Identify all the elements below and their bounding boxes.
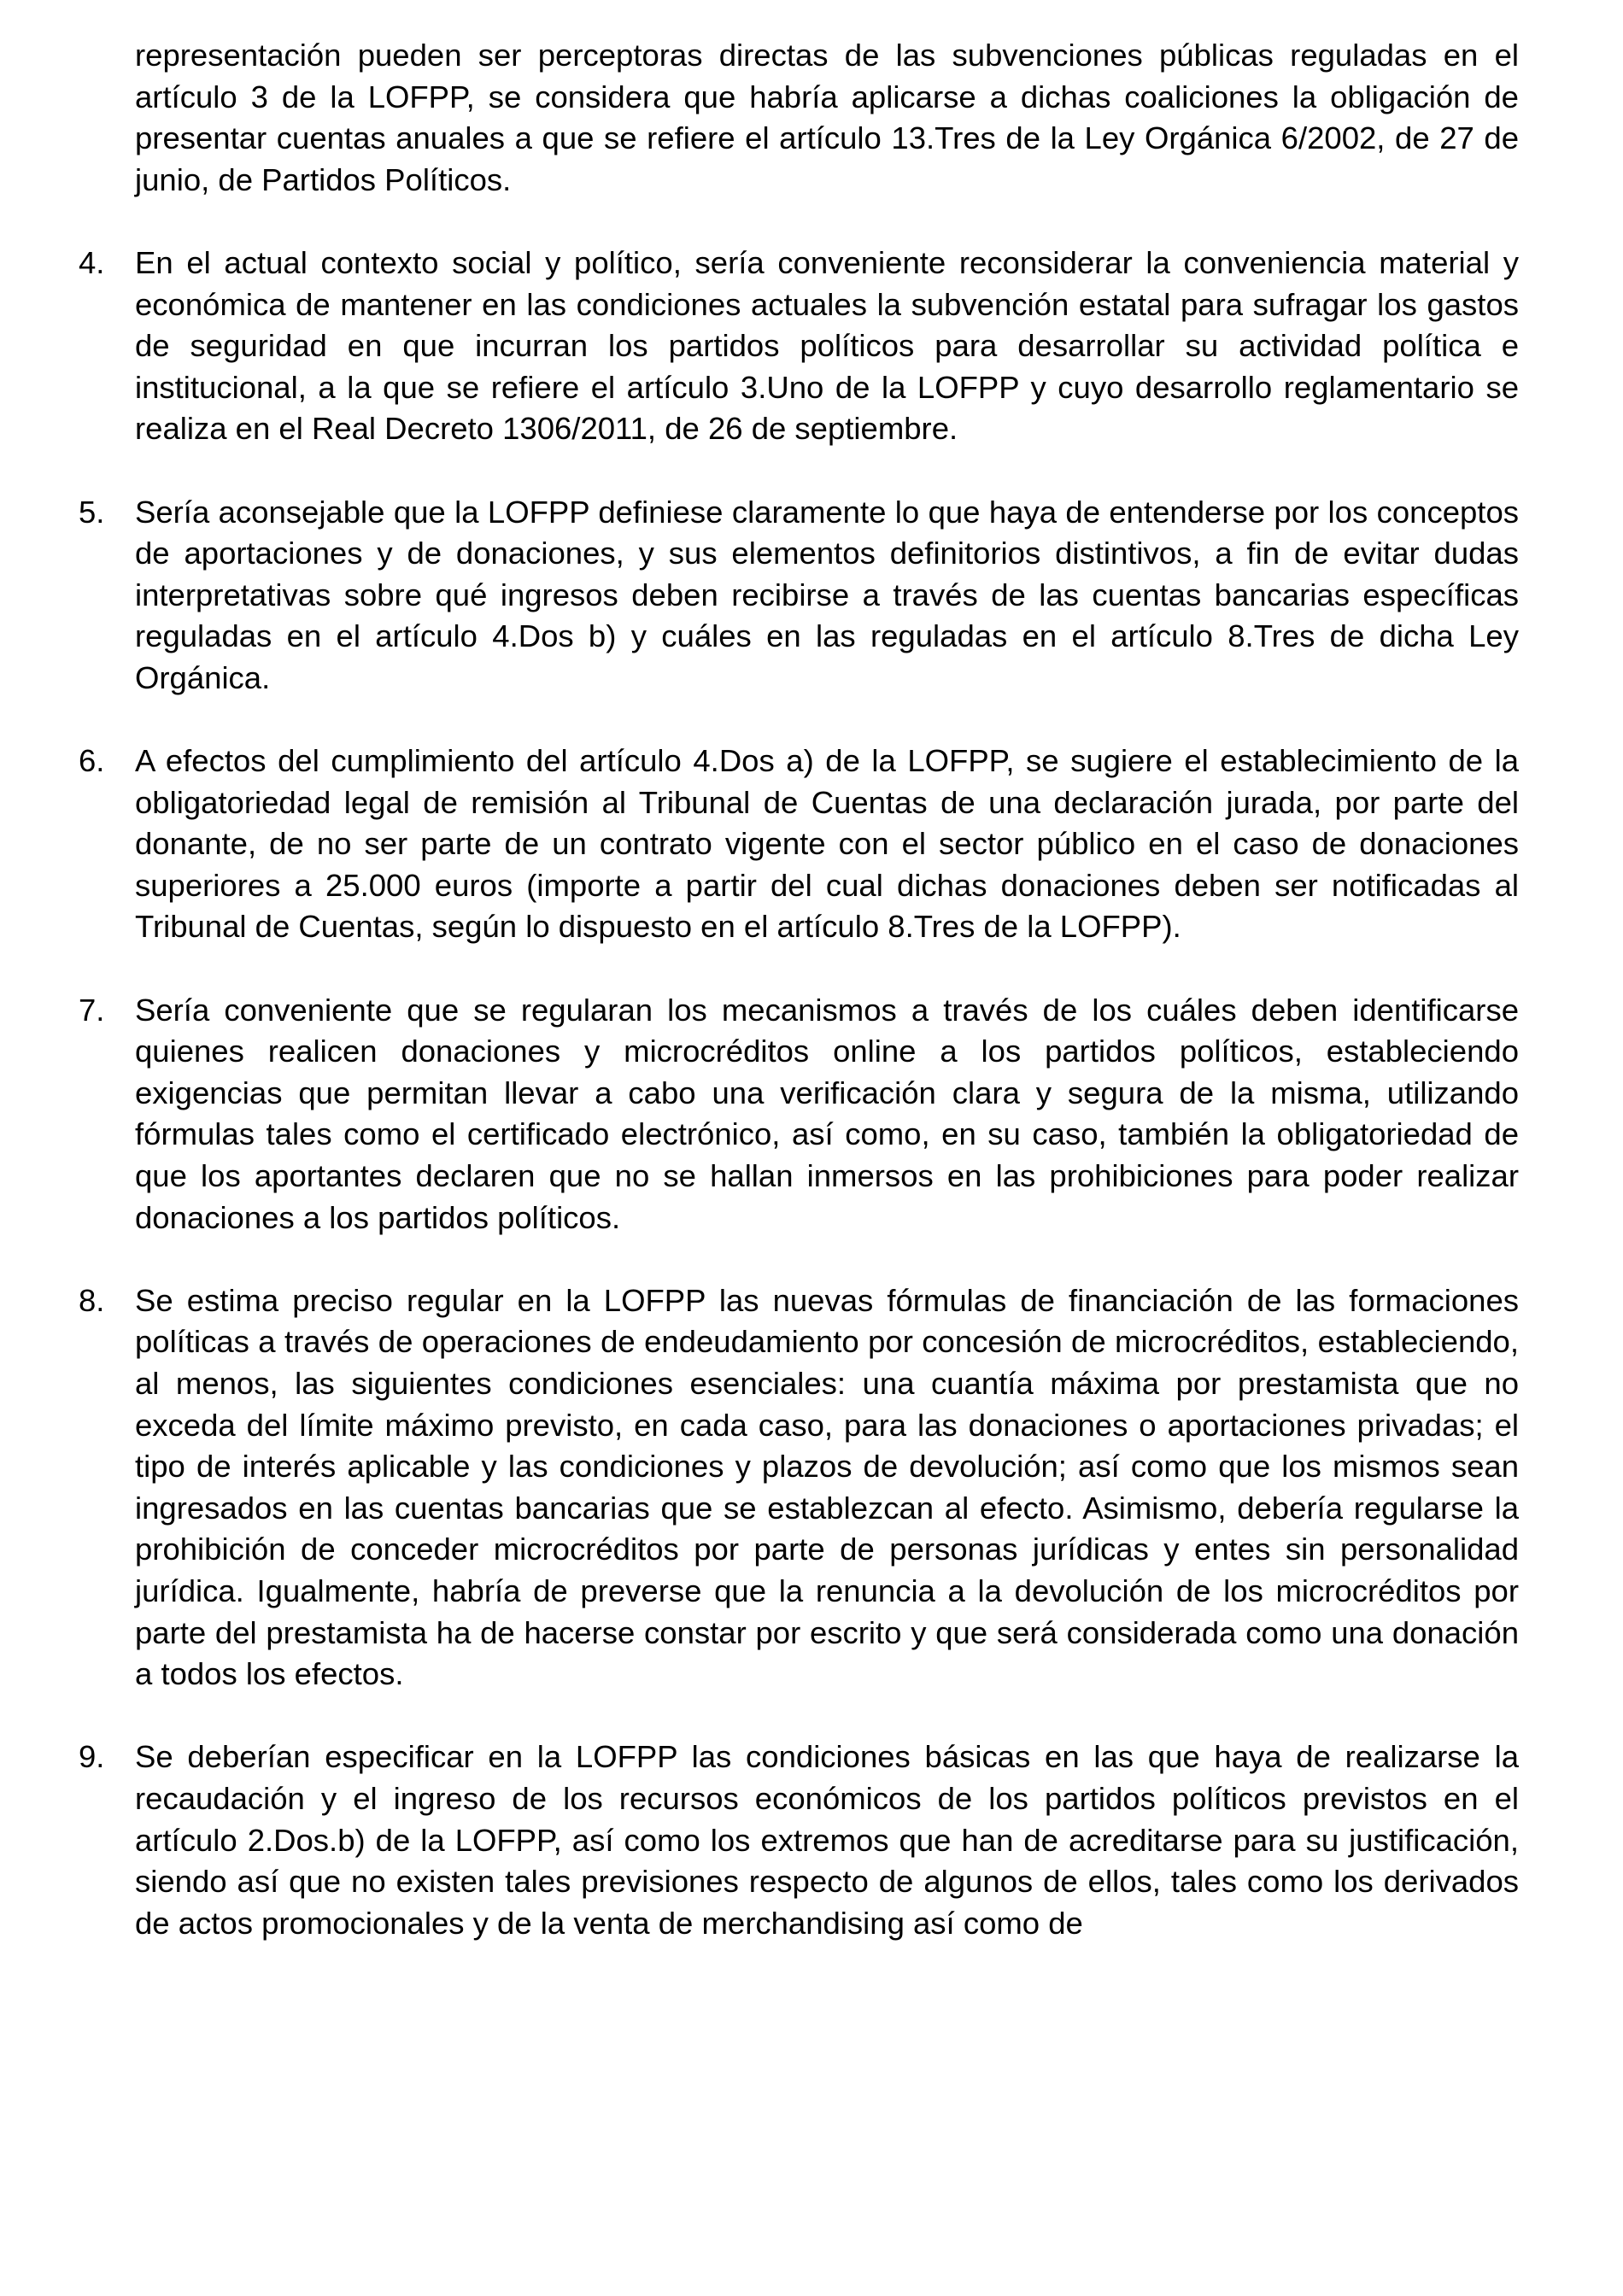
item-text: Se deberían especificar en la LOFPP las condiciones básicas en las que haya de realizarse la recaudación y el ingreso de los recursos económicos de los partidos políticos previstos en el artículo 2.Dos.b) de la LOFPP, así como los extremos que han de acreditarse para su justificación, siendo así que no existen tales previsiones respecto de algunos de ellos, tales como los derivados de actos promocionales y de la venta de merchandising así como de xyxy=(135,1739,1519,1941)
item-text: A efectos del cumplimiento del artículo 4.Dos a) de la LOFPP, se sugiere el establecimiento de la obligatoriedad legal de remisión al Tribunal de Cuentas de una declaración jurada, por parte del donante, de no ser parte de un contrato vigente con el sector público en el caso de donaciones superiores a 25.000 euros (importe a partir del cual dichas donaciones deben ser notificadas al Tribunal de Cuentas, según lo dispuesto en el artículo 8.Tres de la LOFPP). xyxy=(135,743,1519,945)
item-number: 7. xyxy=(79,992,105,1028)
list-item xyxy=(79,492,1519,700)
item-number: 9. xyxy=(79,1739,105,1775)
list-item xyxy=(79,243,1519,450)
list-item xyxy=(79,741,1519,948)
item-text: Sería aconsejable que la LOFPP definiese claramente lo que haya de entenderse por los conceptos de aportaciones y de donaciones, y sus elementos definitorios distintivos, a fin de evitar dudas interpretativas sobre qué ingresos deben recibirse a través de las cuentas bancarias específicas reguladas en el artículo 4.Dos b) y cuáles en las reguladas en el artículo 8.Tres de dicha Ley Orgánica. xyxy=(135,494,1519,695)
item-number: 5. xyxy=(79,494,105,530)
list-item xyxy=(79,1737,1519,1944)
intro-paragraph: representación pueden ser perceptoras directas de las subvenciones públicas reguladas en el artículo 3 de la LOFPP, se considera que habría aplicarse a dichas coaliciones la obligación de presentar cuentas anuales a que se refiere el artículo 13.Tres de la Ley Orgánica 6/2002, de 27 de junio, de Partidos Políticos. xyxy=(135,38,1519,197)
item-number: 4. xyxy=(79,244,105,280)
item-number: 8. xyxy=(79,1282,105,1318)
document-body xyxy=(79,35,1519,1944)
item-text: Se estima preciso regular en la LOFPP las nuevas fórmulas de financiación de las formaciones políticas a través de operaciones de endeudamiento por concesión de microcréditos, estableciendo, al menos, las siguientes condiciones esenciales: una cuantía máxima por prestamista que no exceda del límite máximo previsto, en cada caso, para las donaciones o aportaciones privadas; el tipo de interés aplicable y las condiciones y plazos de devolución; así como que los mismos sean ingresados en las cuentas bancarias que se establezcan al efecto. Asimismo, debería regularse la prohibición de conceder microcréditos por parte de personas jurídicas y entes sin personalidad jurídica. Igualmente, habría de preverse que la renuncia a la devolución de los microcréditos por parte del prestamista ha de hacerse constar por escrito y que será considerada como una donación a todos los efectos. xyxy=(135,1282,1519,1692)
list-item xyxy=(79,1280,1519,1696)
item-number: 6. xyxy=(79,743,105,779)
recommendations-list xyxy=(79,243,1519,1944)
item-text: En el actual contexto social y político, sería conveniente reconsiderar la conveniencia material y económica de mantener en las condiciones actuales la subvención estatal para sufragar los gastos de seguridad en que incurran los partidos políticos para desarrollar su actividad política e institucional, a la que se refiere el artículo 3.Uno de la LOFPP y cuyo desarrollo reglamentario se realiza en el Real Decreto 1306/2011, de 26 de septiembre. xyxy=(135,244,1519,447)
list-item xyxy=(79,990,1519,1239)
item-text: Sería conveniente que se regularan los mecanismos a través de los cuáles deben identificarse quienes realicen donaciones y microcréditos online a los partidos políticos, estableciendo exigencias que permitan llevar a cabo una verificación clara y segura de la misma, utilizando fórmulas tales como el certificado electrónico, así como, en su caso, también la obligatoriedad de que los aportantes declaren que no se hallan inmersos en las prohibiciones para poder realizar donaciones a los partidos políticos. xyxy=(135,992,1519,1235)
